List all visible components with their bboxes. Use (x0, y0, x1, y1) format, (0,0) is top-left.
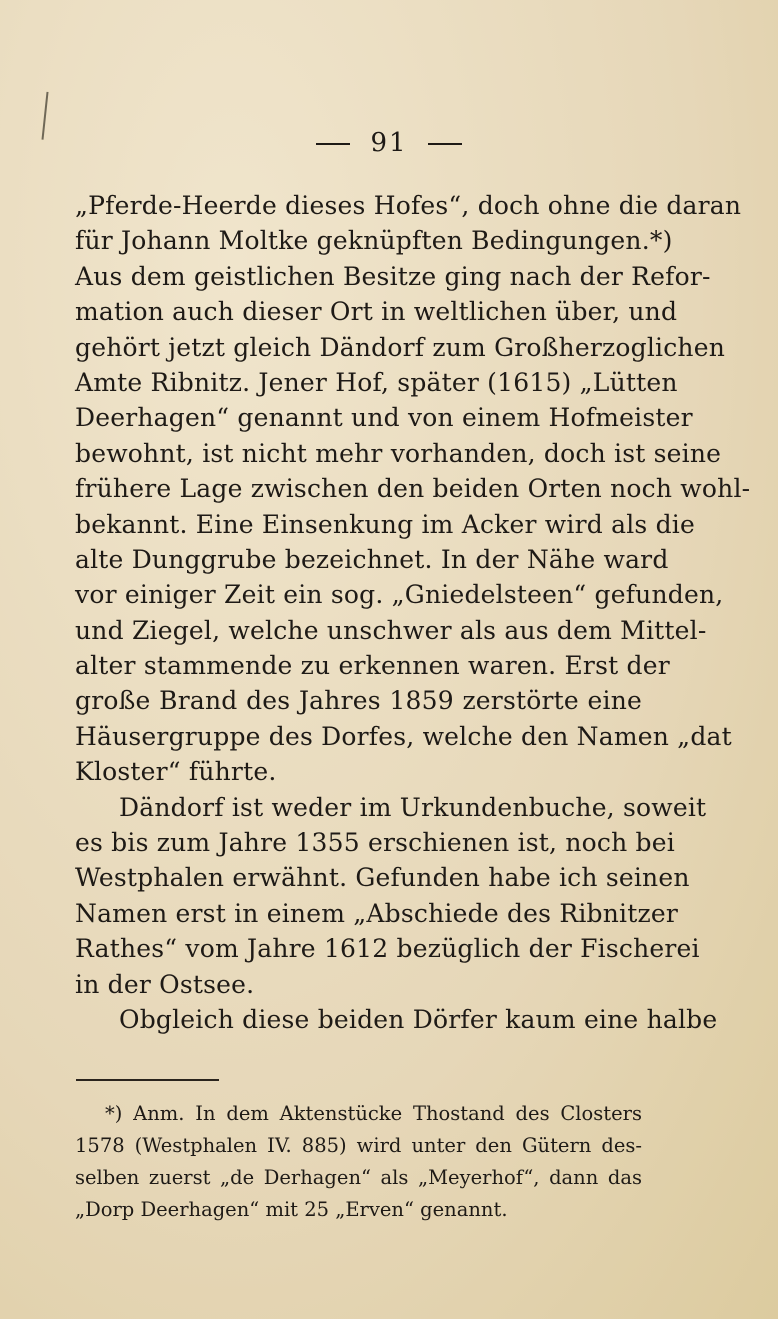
text-line: Amte Ribnitz. Jener Hof, später (1615) „Lütten (75, 367, 678, 397)
footnote-line: selben zuerst „de Derhagen“ als „Meyerhof“, dann das (75, 1166, 642, 1189)
header-dash-left (316, 143, 350, 145)
text-line: bekannt. Eine Einsenkung im Acker wird als die (75, 509, 695, 539)
text-line: Aus dem geistlichen Besitze ging nach der Refor- (75, 261, 711, 291)
footnote-rule (76, 1079, 219, 1081)
text-line: Dändorf ist weder im Urkundenbuche, soweit (119, 792, 707, 822)
text-line: Namen erst in einem „Abschiede des Ribnitzer (75, 898, 679, 928)
text-line: Westphalen erwähnt. Gefunden habe ich seinen (75, 863, 690, 893)
text-line: alter stammende zu erkennen waren. Erst der (75, 651, 670, 681)
text-line: vor einiger Zeit ein sog. „Gniedelsteen“ gefunden, (75, 580, 724, 610)
text-line: Kloster“ führte. (75, 757, 277, 787)
text-line: Rathes“ vom Jahre 1612 bezüglich der Fischerei (75, 934, 700, 964)
page-header (0, 128, 778, 158)
page-number: 91 (370, 128, 408, 158)
text-line: für Johann Moltke geknüpften Bedingungen.*) (75, 226, 673, 256)
text-line: Deerhagen“ genannt und von einem Hofmeister (75, 403, 693, 433)
text-line: es bis zum Jahre 1355 erschienen ist, noch bei (75, 828, 675, 858)
footnote-line: *) Anm. In dem Aktenstücke Thostand des Closters (105, 1102, 642, 1125)
main-text (75, 188, 751, 1037)
footnote (75, 1098, 642, 1226)
text-line: große Brand des Jahres 1859 zerstörte eine (75, 686, 642, 716)
text-line: „Pferde-Heerde dieses Hofes“, doch ohne die daran (75, 191, 742, 220)
footnote-line: 1578 (Westphalen IV. 885) wird unter den Gütern des- (75, 1134, 642, 1157)
text-line: und Ziegel, welche unschwer als aus dem Mittel- (75, 615, 707, 645)
text-line: Obgleich diese beiden Dörfer kaum eine halbe (119, 1004, 718, 1034)
text-line: gehört jetzt gleich Dändorf zum Großherzoglichen (75, 332, 726, 362)
text-line: mation auch dieser Ort in weltlichen über, und (75, 297, 678, 327)
header-dash-right (428, 143, 462, 145)
text-line: bewohnt, ist nicht mehr vorhanden, doch ist seine (75, 438, 722, 468)
footnote-line: „Dorp Deerhagen“ mit 25 „Erven“ genannt. (75, 1198, 508, 1221)
text-line: in der Ostsee. (75, 969, 255, 999)
text-line: frühere Lage zwischen den beiden Orten noch wohl- (75, 474, 751, 504)
text-line: alte Dunggrube bezeichnet. In der Nähe ward (75, 544, 669, 574)
text-line: Häusergruppe des Dorfes, welche den Namen „dat (75, 721, 732, 751)
